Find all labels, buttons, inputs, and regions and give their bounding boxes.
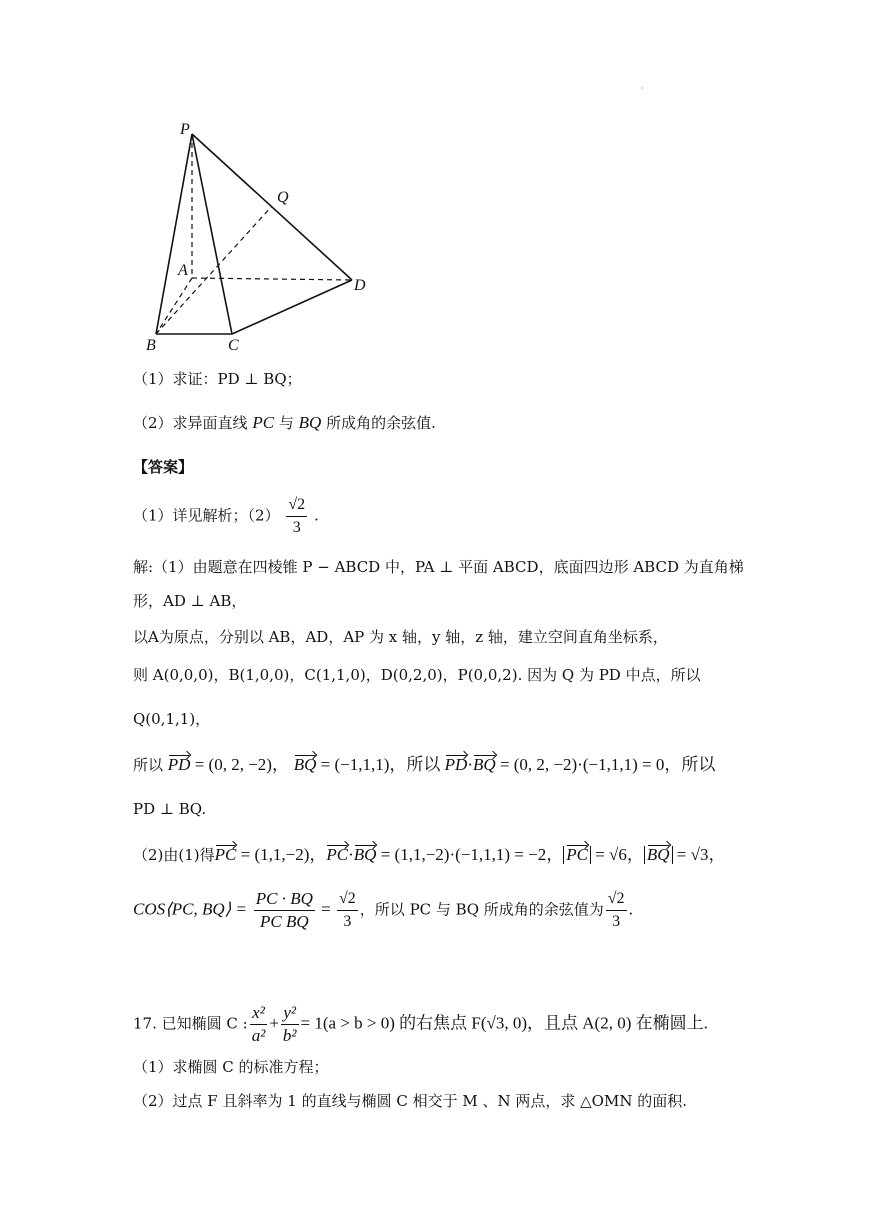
x-num: x² (250, 1002, 268, 1025)
l6-part-b: = (−1,1,1)，所以 (316, 755, 445, 774)
answer-short-suffix: . (313, 506, 319, 525)
label-A: A (178, 262, 188, 279)
vector-BQ-3: BQ (353, 845, 377, 864)
l6-part-d: = (0, 2, −2)·(−1,1,1) = 0，所以 (495, 755, 716, 774)
l9-middle: ，所以 PC 与 BQ 所成角的余弦值为 (359, 900, 604, 919)
cos-value-den: 3 (343, 913, 352, 930)
solution-line-5: Q(0,1,1)， (133, 710, 211, 728)
answer-fraction (286, 494, 307, 539)
result-den: 3 (612, 913, 621, 930)
y-den: b² (282, 1026, 297, 1045)
vector-PD-2: PD (444, 755, 468, 774)
result-num: √2 (606, 888, 627, 911)
l6-dot: · (467, 755, 474, 774)
solution-line-1: 解:（1）由题意在四棱锥 P − ABCD 中，PA ⊥ 平面 ABCD，底面四边形 ABCD 为直角梯 (133, 558, 744, 576)
plus-sign: + (269, 1013, 279, 1033)
segment-BQ-hidden (156, 206, 272, 334)
solution-line-2: 形，AD ⊥ AB， (133, 592, 247, 610)
l8-dot: · (348, 845, 354, 864)
l8-part-d: = √6， (590, 845, 644, 864)
vector-PC-abs: PC (566, 845, 588, 864)
l8-part-c: = (1,1,−2)·(−1,1,1) = −2， (376, 845, 564, 864)
answer-short-prefix: （1）详见解析；（2） (133, 506, 280, 525)
fraction-numerator: √2 (286, 494, 307, 517)
l6-part-a: = (0, 2, −2)， (190, 755, 289, 774)
p17-suffix: = 1(a > b > 0) 的右焦点 F(√3, 0)，且点 A(2, 0) 在椭圆上. (300, 1013, 708, 1033)
q2-prefix: （2）求异面直线 (133, 414, 248, 432)
edge-AD-hidden (192, 278, 352, 280)
l8-prefix: （2)由(1)得 (133, 846, 215, 864)
cos-fraction (254, 888, 315, 933)
solution-line-8 (133, 844, 725, 866)
l9-equals: = (316, 899, 336, 919)
edge-PD (192, 134, 352, 280)
cos-value-fraction (337, 888, 358, 933)
vector-BQ-abs: BQ (646, 845, 670, 864)
edge-CD (232, 280, 352, 334)
q2-mid: 与 (278, 414, 294, 432)
cos-expression: COS⟨PC, BQ⟩ = (133, 899, 247, 919)
vector-BQ-2: BQ (473, 755, 496, 774)
q2-line-a: PC (252, 413, 275, 432)
problem-17-part-2: （2）过点 F 且斜率为 1 的直线与椭圆 C 相交于 M 、N 两点，求 △OMN 的面积. (133, 1092, 687, 1110)
question-16-part-2 (133, 412, 436, 434)
answer-short (133, 494, 319, 539)
stray-dot: · (641, 84, 644, 93)
vector-PD: PD (167, 755, 191, 774)
l9-end: . (628, 900, 634, 919)
question-16-part-1: （1）求证：PD ⊥ BQ； (133, 370, 302, 388)
x-fraction (250, 1002, 268, 1047)
pyramid-diagram (140, 118, 380, 358)
q2-suffix: 所成角的余弦值. (326, 414, 436, 432)
label-P: P (180, 121, 190, 138)
label-Q: Q (277, 189, 289, 206)
solution-line-6 (133, 754, 715, 776)
solution-line-4: 则 A(0,0,0)，B(1,0,0)，C(1,1,0)，D(0,2,0)，P(0,0,2). 因为 Q 为 PD 中点，所以 (133, 666, 701, 684)
x-den: a² (251, 1026, 266, 1045)
problem-17-part-1: （1）求椭圆 C 的标准方程； (133, 1058, 329, 1076)
solution-line-3: 以A为原点，分别以 AB，AD，AP 为 x 轴，y 轴，z 轴，建立空间直角坐标系， (133, 628, 668, 646)
l8-part-e: = √3， (672, 845, 726, 864)
vector-PC-2: PC (326, 845, 349, 864)
label-B: B (146, 337, 156, 354)
pyramid-figure (140, 118, 380, 358)
cos-numerator: PC · BQ (254, 888, 315, 911)
answer-header: 【答案】 (133, 458, 194, 476)
q2-line-b: BQ (298, 413, 322, 432)
vector-BQ: BQ (293, 755, 317, 774)
cos-denominator: PC BQ (260, 912, 309, 931)
p17-prefix: 17. 已知椭圆 C : (133, 1014, 248, 1033)
edge-PB (156, 134, 192, 334)
y-num: y² (281, 1002, 299, 1025)
problem-17-statement (133, 1002, 708, 1047)
l8-part-a: = (1,1,−2)， (236, 845, 327, 864)
solution-line-7: PD ⊥ BQ. (133, 800, 207, 818)
label-D: D (354, 277, 366, 294)
solution-line-9 (133, 888, 633, 933)
result-fraction (606, 888, 627, 933)
y-fraction (281, 1002, 299, 1047)
cos-value-num: √2 (337, 888, 358, 911)
l6-prefix: 所以 (133, 756, 164, 774)
label-C: C (228, 337, 239, 354)
fraction-denominator: 3 (292, 519, 301, 536)
vector-PC: PC (214, 845, 237, 864)
